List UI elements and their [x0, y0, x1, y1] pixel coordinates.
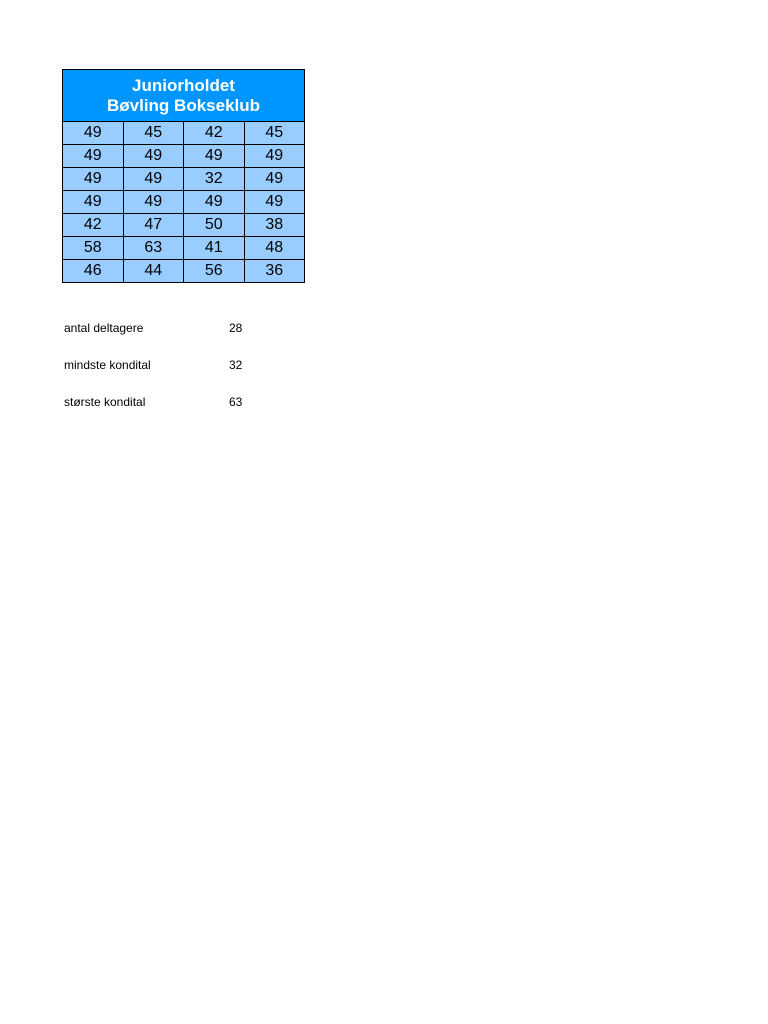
- score-cell: 42: [184, 122, 245, 145]
- stat-label: mindste kondital: [64, 358, 151, 372]
- score-cell: 49: [123, 168, 184, 191]
- score-table-body: [63, 122, 305, 283]
- stat-label: største kondital: [64, 395, 146, 409]
- stat-value: 32: [229, 358, 243, 372]
- score-cell: 49: [63, 145, 124, 168]
- table-row: [63, 260, 305, 283]
- stat-row: [64, 355, 264, 392]
- score-cell: 49: [63, 191, 124, 214]
- score-cell: 42: [63, 214, 124, 237]
- table-row: [63, 191, 305, 214]
- stat-value: 63: [229, 395, 243, 409]
- score-cell: 48: [244, 237, 305, 260]
- score-cell: 49: [184, 191, 245, 214]
- score-cell: 41: [184, 237, 245, 260]
- score-cell: 49: [123, 191, 184, 214]
- table-row: [63, 168, 305, 191]
- score-cell: 47: [123, 214, 184, 237]
- score-cell: 49: [184, 145, 245, 168]
- score-cell: 50: [184, 214, 245, 237]
- statistics-block: [64, 318, 264, 429]
- score-cell: 49: [244, 191, 305, 214]
- table-row: [63, 214, 305, 237]
- table-row: [63, 237, 305, 260]
- score-cell: 32: [184, 168, 245, 191]
- table-title-line2: Bøvling Bokseklub: [106, 95, 261, 115]
- score-cell: 49: [123, 145, 184, 168]
- stat-value: 28: [229, 321, 243, 335]
- score-cell: 36: [244, 260, 305, 283]
- table-header-row: [63, 70, 305, 122]
- score-cell: 49: [244, 145, 305, 168]
- score-cell: 49: [63, 168, 124, 191]
- table-row: [63, 122, 305, 145]
- score-cell: 58: [63, 237, 124, 260]
- score-table: [62, 69, 305, 283]
- stat-row: [64, 392, 264, 429]
- score-cell: 45: [244, 122, 305, 145]
- score-cell: 45: [123, 122, 184, 145]
- table-row: [63, 145, 305, 168]
- score-cell: 49: [63, 122, 124, 145]
- stat-label: antal deltagere: [64, 321, 144, 335]
- score-cell: 38: [244, 214, 305, 237]
- score-cell: 49: [244, 168, 305, 191]
- stat-row: [64, 318, 264, 355]
- score-cell: 56: [184, 260, 245, 283]
- table-title-line1: Juniorholdet: [132, 75, 235, 95]
- score-cell: 46: [63, 260, 124, 283]
- score-cell: 44: [123, 260, 184, 283]
- score-cell: 63: [123, 237, 184, 260]
- table-title: [63, 70, 305, 122]
